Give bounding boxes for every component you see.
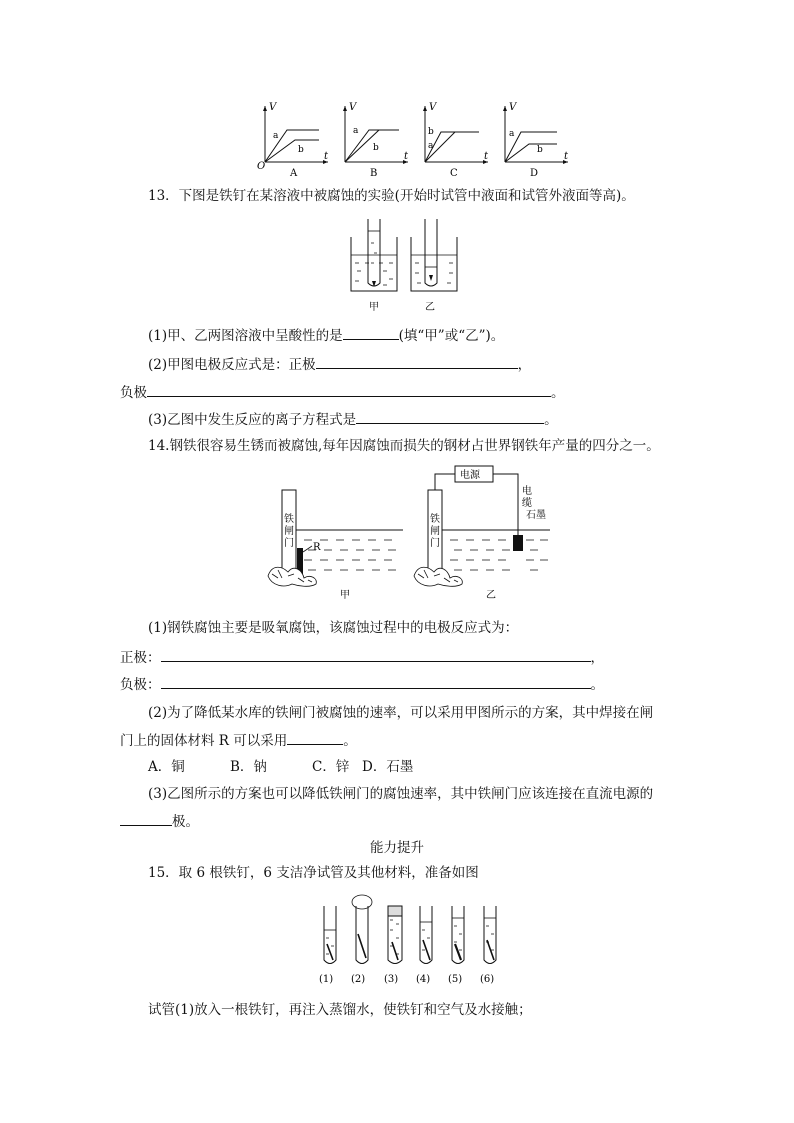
svg-text:C: C [450, 168, 458, 179]
svg-text:石墨: 石墨 [526, 510, 546, 521]
svg-text:乙: 乙 [486, 590, 496, 601]
svg-text:(5): (5) [448, 974, 463, 985]
q15-line1: 试管(1)放入一根铁钉，再注入蒸馏水，使铁钉和空气及水接触； [148, 1002, 532, 1018]
test-tube-1 [319, 906, 336, 985]
svg-text:O: O [257, 161, 266, 172]
q13-stem: 13．下图是铁钉在某溶液中被腐蚀的实验(开始时试管中液面和试管外液面等高)。 [148, 188, 635, 204]
q14-part2-line2: 门上的固体材料 R 可以采用 。 [120, 730, 357, 751]
svg-text:V: V [349, 102, 357, 113]
svg-text:电源: 电源 [460, 470, 480, 481]
svg-text:D: D [530, 168, 539, 179]
test-tube-2 [351, 895, 372, 985]
answer-blank[interactable] [356, 409, 544, 424]
svg-text:b: b [373, 143, 379, 153]
svg-text:t: t [324, 151, 329, 162]
svg-text:铁闸门: 铁闸门 [430, 514, 440, 549]
answer-blank[interactable] [287, 730, 343, 745]
svg-text:V: V [429, 102, 437, 113]
q13-part2: (2)甲图电极反应式是：正极 ， [148, 354, 531, 375]
beaker-yi [411, 219, 457, 313]
q13-part3: (3)乙图中发生反应的离子方程式是 。 [148, 409, 558, 430]
q15-stem: 15．取 6 根铁钉，6 支洁净试管及其他材料，准备如图 [148, 865, 479, 881]
q14-options [148, 757, 413, 777]
graph-b [343, 102, 409, 179]
graph-d [503, 102, 569, 179]
figure-yi [414, 466, 550, 601]
svg-text:V: V [509, 102, 517, 113]
option-d[interactable]: D．石墨 [362, 759, 414, 775]
q14-positive: 正极： ， [120, 647, 604, 668]
answer-blank[interactable] [120, 811, 172, 826]
answer-blank[interactable] [161, 674, 591, 689]
q14-part1: (1)钢铁腐蚀主要是吸氧腐蚀，该腐蚀过程中的电极反应式为： [148, 620, 519, 636]
q14-negative: 负极： 。 [120, 674, 604, 695]
svg-text:(2): (2) [351, 974, 366, 985]
option-b[interactable]: B．钠 [230, 759, 267, 775]
q13-part1: (1)甲、乙两图溶液中呈酸性的是 (填“甲”或“乙”)。 [148, 325, 504, 346]
graph-c [423, 102, 489, 179]
svg-text:乙: 乙 [425, 302, 435, 313]
svg-text:t: t [484, 151, 489, 162]
svg-text:甲: 甲 [369, 302, 379, 313]
graph-a [257, 102, 329, 179]
svg-text:V: V [269, 102, 277, 113]
svg-text:a: a [353, 126, 359, 136]
answer-blank[interactable] [316, 354, 518, 369]
svg-text:b: b [428, 127, 434, 137]
answer-blank[interactable] [147, 382, 551, 397]
svg-text:(3): (3) [384, 974, 399, 985]
svg-text:t: t [564, 151, 569, 162]
svg-text:铁闸门: 铁闸门 [284, 514, 294, 549]
answer-blank[interactable] [343, 325, 399, 340]
svg-text:a: a [273, 131, 279, 141]
q13-figure [345, 215, 465, 315]
section-title: 能力提升 [370, 840, 424, 856]
test-tube-5 [448, 906, 464, 985]
svg-text:电缆: 电缆 [522, 486, 532, 509]
q14-stem: 14.钢铁很容易生锈而被腐蚀,每年因腐蚀而损失的钢材占世界钢铁年产量的四分之一。 [148, 438, 660, 454]
option-a[interactable]: A．铜 [148, 759, 185, 775]
test-tube-6 [480, 906, 496, 985]
q15-figure [316, 892, 512, 988]
svg-text:甲: 甲 [340, 590, 350, 601]
svg-text:(6): (6) [480, 974, 495, 985]
test-tube-3 [384, 906, 402, 985]
svg-text:(4): (4) [416, 974, 431, 985]
answer-blank[interactable] [161, 647, 591, 662]
svg-text:B: B [370, 168, 378, 179]
svg-text:a: a [509, 129, 515, 139]
test-tube-4 [416, 906, 432, 985]
beaker-jia [351, 219, 397, 313]
svg-text:R: R [313, 542, 321, 553]
q14-part3-line1: (3)乙图所示的方案也可以降低铁闸门的腐蚀速率，其中铁闸门应该连接在直流电源的 [148, 786, 654, 802]
q14-part3-line2: 极。 [120, 811, 199, 832]
figure-jia [268, 490, 403, 601]
vt-graphs [255, 100, 569, 180]
svg-text:t: t [404, 151, 409, 162]
svg-text:A: A [290, 168, 298, 179]
svg-text:a: a [428, 141, 434, 151]
svg-text:b: b [298, 145, 304, 155]
option-c[interactable]: C．锌 [312, 759, 350, 775]
svg-text:(1): (1) [319, 974, 334, 985]
q14-figure [258, 460, 558, 602]
q13-part2b: 负极 。 [120, 382, 565, 403]
q14-part2-line1: (2)为了降低某水库的铁闸门被腐蚀的速率，可以采用甲图所示的方案，其中焊接在闸 [148, 705, 654, 721]
svg-text:b: b [537, 145, 543, 155]
